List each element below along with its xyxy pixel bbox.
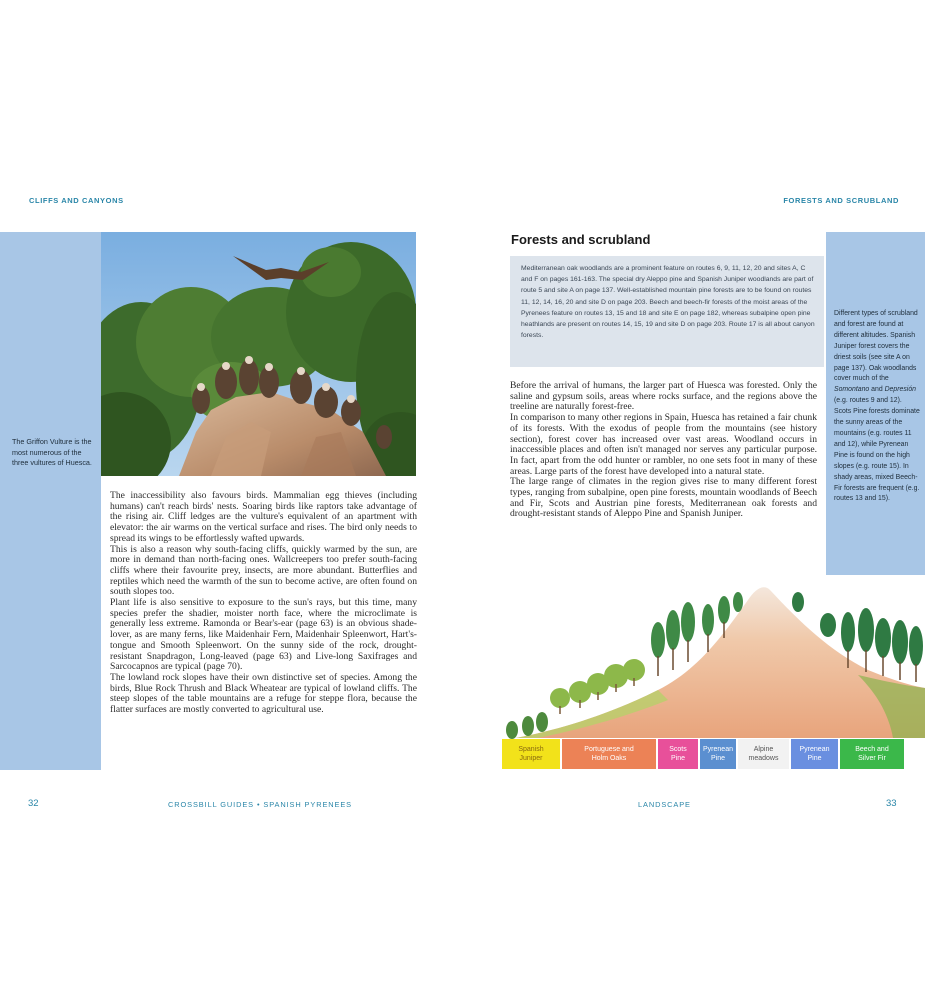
footer-title-left: CROSSBILL GUIDES • SPANISH PYRENEES <box>168 800 352 809</box>
zone-line2: Silver Fir <box>858 755 886 762</box>
intro-box: Mediterranean oak woodlands are a prominent feature on routes 6, 9, 11, 12, 20 and sites A, C and F on pages 161-163. The special dry Aleppo pine and Spanish Juniper woodlands are part of route 5 and site A on page 137. Well-established mountain pine forests are to be found on routes 11, 12, 14, 16, 20 and site D on page 203. Beech and beech-fir forests of the moist areas of the Pyrenees feature on routes 13, 15 and 18 and site E on page 182, whereas subalpine open pine heathlands are present on routes 14, 15, 19 and site D on page 203. Route 17 is all about canyon forests. <box>510 256 824 367</box>
zone-text <box>855 745 888 764</box>
caption-text: Different types of scrubland and forest are found at different altitudes. Spanish Juniper forest covers the driest soils (see site A on page 137). Oak woodlands cover much of the <box>834 310 918 383</box>
running-head-right: FORESTS AND SCRUBLAND <box>783 196 899 205</box>
paragraph: The lowland rock slopes have their own distinctive set of species. Among the birds, Blue Rock Thrush and Black Wheatear are typical of lowland cliffs. The steep slopes of the table mountains are a refuge for steppe flora, because the flatter surfaces are mostly converted to agricultural use. <box>110 671 417 716</box>
zone-label-oaks <box>562 739 656 769</box>
footer-title-right: LANDSCAPE <box>638 800 691 809</box>
zone-text <box>584 745 633 764</box>
zone-label-alpine-meadows <box>738 739 789 769</box>
right-body-text <box>510 381 817 520</box>
paragraph: The inaccessibility also favours birds. Mammalian egg thieves (including humans) can't reach birds' nests. Soaring birds like raptors take advantage of the rising air. Cliff ledges are the vulture's equivalent of an apartment with elevator: the air warms on the vertical surface and rises. The bird only needs to spread its wings to be effortlessly wafted upwards. <box>110 490 417 544</box>
zone-line1: Beech and <box>855 745 889 753</box>
caption-italic: Depresión <box>884 386 916 394</box>
zone-line2: Pine <box>807 755 822 762</box>
paragraph: Plant life is also sensitive to exposure to the sun's rays, but this time, many species prefer the shadier, moister north face, where the microclimate is generally less extreme. Ramonda or Bear's-ear (page 63) is an obvious shade-lover, as are many ferns, like Maidenhair Fern, Maidenhair Spleenwort, Hart's-tongue and Smooth Spleenwort. On the sunny side of the rock, drought-resistant Snapdragon, Long-leaved (page 63) and Live-long Saxifrages and Sarcocapnos are typical (page 70). <box>110 597 417 673</box>
paragraph: In comparison to many other regions in Spain, Huesca has retained a fair chunk of its forests. With the exodus of people from the mountains (see history section), forest cover has increased over vast areas. Woodland occurs in inaccessible places and often isn't managed nor serves any particular purpose. In fact, apart from the odd hunter or rambler, no one sets foot in many of these areas. Large parts of the forest have developed into a natural state. <box>510 412 817 477</box>
zone-line2: meadows <box>748 755 779 762</box>
zone-line1: Alpine <box>753 745 774 753</box>
caption-italic: Somontano <box>834 386 870 394</box>
zone-label-pyrenean-pine-north <box>791 739 838 769</box>
paragraph: This is also a reason why south-facing cliffs, quickly warmed by the sun, are more in demand than north-facing ones. Wallcreepers too prefer south-facing cliffs where their favourite prey, insects, are more abundant. Butterflies and reptiles which need the warmth of the sun to become active, are often found on south slopes too. <box>110 543 417 598</box>
caption-text: (e.g. routes 9 and 12). Scots Pine forests dominate the sunny areas of the mountains (e.g. routes 11 and 12), while Pyrenean Pine is found on the high slopes (e.g. route 15). In shady areas, mixed Beech-Fir forests are frequent (e.g. routes 13 and 15). <box>834 397 920 503</box>
caption-sidebar-left <box>0 232 101 770</box>
zone-line2: Pine <box>670 755 685 762</box>
page-number-right: 33 <box>886 798 897 809</box>
altitude-zones-illustration <box>498 580 925 740</box>
zone-line1: Pyrenean <box>703 745 733 753</box>
zone-line2: Holm Oaks <box>591 755 627 762</box>
zone-label-beech-fir <box>840 739 904 769</box>
section-title: Forests and scrubland <box>511 232 651 247</box>
paragraph: Before the arrival of humans, the larger part of Huesca was forested. Only the saline and gypsum soils, areas where rocks surface, and the regions above the treeline are naturally forest-free. <box>510 380 817 413</box>
zone-line2: Pine <box>710 755 725 762</box>
left-body-text <box>110 491 417 716</box>
zone-text <box>703 745 733 764</box>
zone-text <box>518 745 543 764</box>
zone-text <box>669 745 687 764</box>
zone-label-pyrenean-pine <box>700 739 736 769</box>
illustration-caption <box>834 309 920 505</box>
zone-text <box>800 745 830 764</box>
caption-text: and <box>869 386 885 394</box>
zone-text <box>749 745 779 764</box>
zone-line1: Pyrenean <box>799 745 830 753</box>
zone-label-scots-pine <box>658 739 698 769</box>
zone-line1: Portuguese and <box>584 745 634 753</box>
paragraph: The large range of climates in the region gives rise to many different forest types, ranging from subalpine, open pine forests, mountain woodlands of Beech and Fir, Scots and Austrian pine forests, Mediterranean oak forests and drought-resistant stands of Aleppo Pine and Spanish Juniper. <box>510 476 817 520</box>
page-number-left: 32 <box>28 798 39 809</box>
zone-line2: Juniper <box>519 755 543 762</box>
zone-label-spanish-juniper <box>502 739 560 769</box>
zone-line1: Spanish <box>518 745 544 753</box>
griffon-vulture-photo <box>101 232 416 476</box>
photo-caption: The Griffon Vulture is the most numerous of the three vultures of Huesca. <box>12 437 92 467</box>
zone-line1: Scots <box>669 745 687 753</box>
running-head-left: CLIFFS AND CANYONS <box>29 196 124 205</box>
